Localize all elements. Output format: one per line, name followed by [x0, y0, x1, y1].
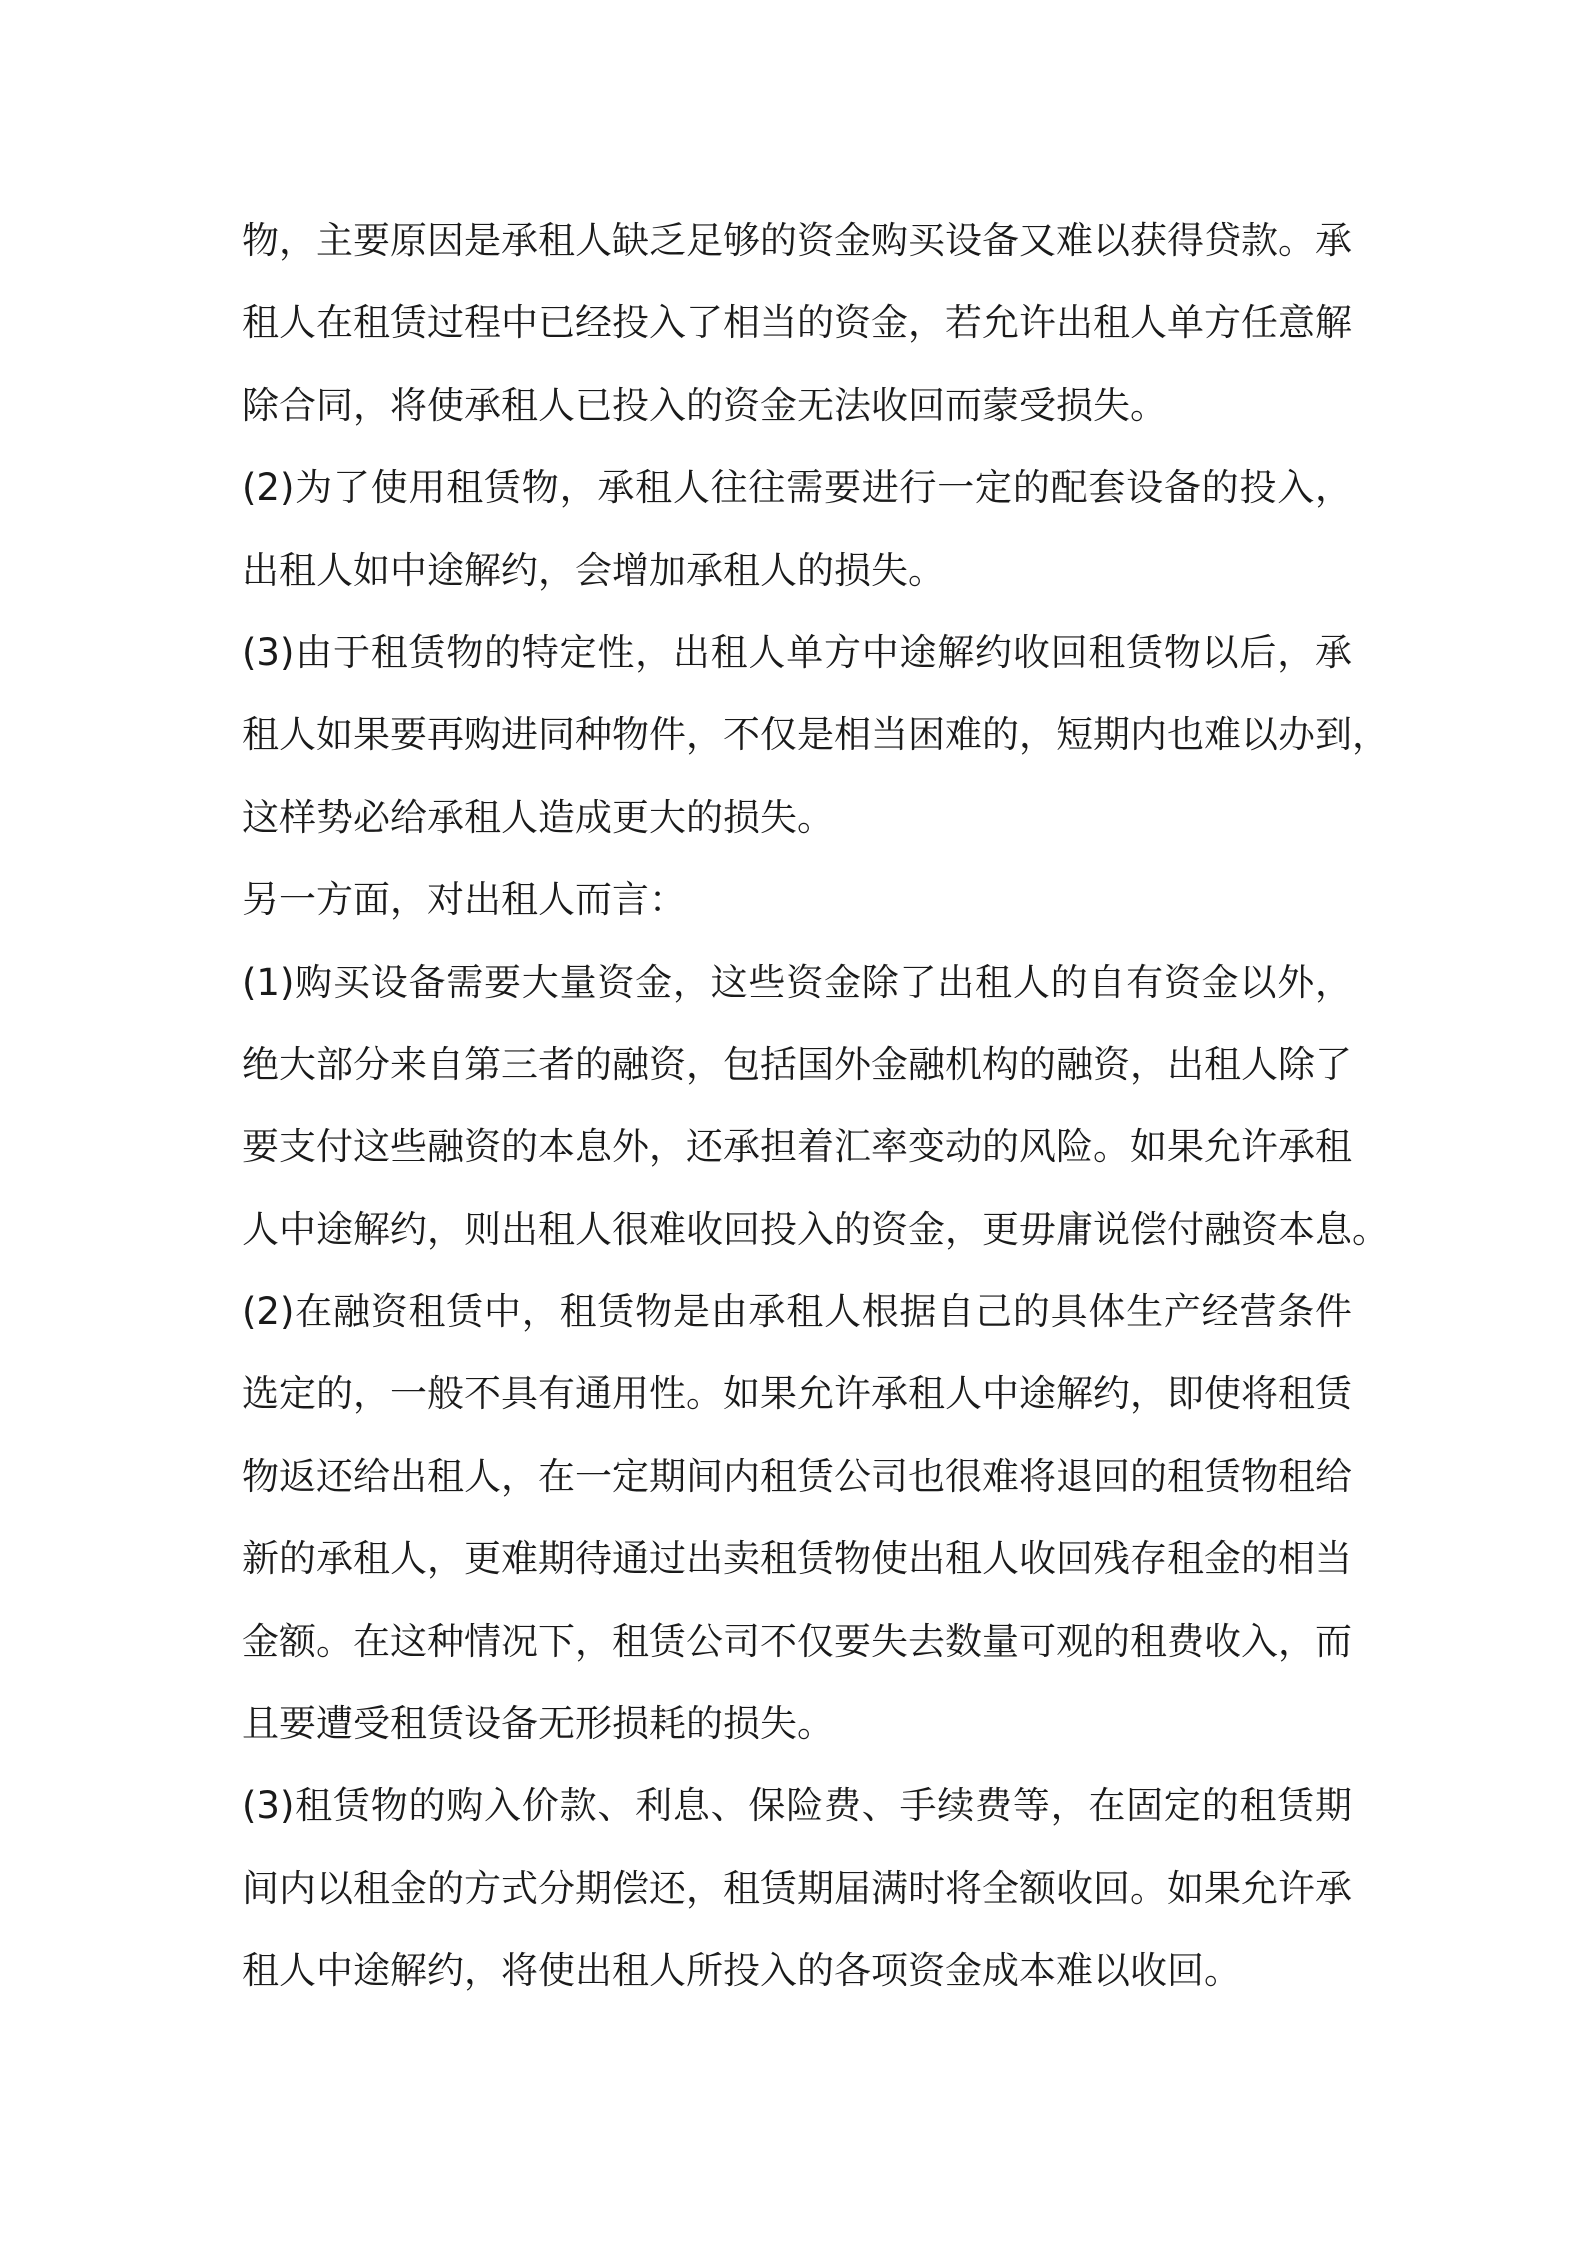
text-line: 人中途解约，则出租人很难收回投入的资金，更毋庸说偿付融资本息。	[242, 1207, 1389, 1251]
text-line: (2)为了使用租赁物，承租人往往需要进行一定的配套设备的投入，	[242, 466, 1352, 510]
text-line: 绝大部分来自第三者的融资，包括国外金融机构的融资，出租人除了	[242, 1042, 1352, 1086]
text-line: 租人如果要再购进同种物件，不仅是相当困难的，短期内也难以办到，	[242, 713, 1389, 757]
text-line: 这样势必给承租人造成更大的损失。	[242, 795, 834, 839]
text-line: 且要遭受租赁设备无形损耗的损失。	[242, 1702, 834, 1746]
text-line: (3)租赁物的购入价款、利息、保险费、手续费等，在固定的租赁期	[242, 1784, 1352, 1828]
text-line: 新的承租人，更难期待通过出卖租赁物使出租人收回残存租金的相当	[242, 1537, 1352, 1581]
paragraph-lessor-point-1	[242, 942, 1389, 1272]
document-body	[242, 200, 1389, 2013]
text-line: 物返还给出租人，在一定期间内租赁公司也很难将退回的租赁物租给	[242, 1454, 1352, 1498]
text-line: 间内以租金的方式分期偿还，租赁期届满时将全额收回。如果允许承	[242, 1866, 1352, 1910]
text-line: (2)在融资租赁中，租赁物是由承租人根据自己的具体生产经营条件	[242, 1290, 1352, 1334]
paragraph-lessee-point-3	[242, 612, 1389, 859]
text-line: 另一方面，对出租人而言：	[242, 878, 686, 922]
paragraph-lessor-point-3	[242, 1765, 1352, 2012]
paragraph-lessor-point-2	[242, 1271, 1352, 1765]
paragraph-lessee-point-2	[242, 447, 1352, 612]
paragraph-lessee-investment	[242, 200, 1352, 447]
text-line: 选定的，一般不具有通用性。如果允许承租人中途解约，即使将租赁	[242, 1372, 1352, 1416]
text-line: 租人中途解约，将使出租人所投入的各项资金成本难以收回。	[242, 1949, 1241, 1993]
text-line: (3)由于租赁物的特定性，出租人单方中途解约收回租赁物以后，承	[242, 630, 1352, 674]
text-line: 租人在租赁过程中已经投入了相当的资金，若允许出租人单方任意解	[242, 301, 1352, 345]
paragraph-lessor-intro	[242, 859, 1352, 941]
text-line: 出租人如中途解约，会增加承租人的损失。	[242, 548, 945, 592]
text-line: 物，主要原因是承租人缺乏足够的资金购买设备又难以获得贷款。承	[242, 219, 1352, 262]
text-line: 除合同，将使承租人已投入的资金无法收回而蒙受损失。	[242, 383, 1167, 427]
text-line: (1)购买设备需要大量资金，这些资金除了出租人的自有资金以外，	[242, 960, 1352, 1004]
text-line: 要支付这些融资的本息外，还承担着汇率变动的风险。如果允许承租	[242, 1125, 1352, 1169]
text-line: 金额。在这种情况下，租赁公司不仅要失去数量可观的租费收入，而	[242, 1619, 1352, 1663]
